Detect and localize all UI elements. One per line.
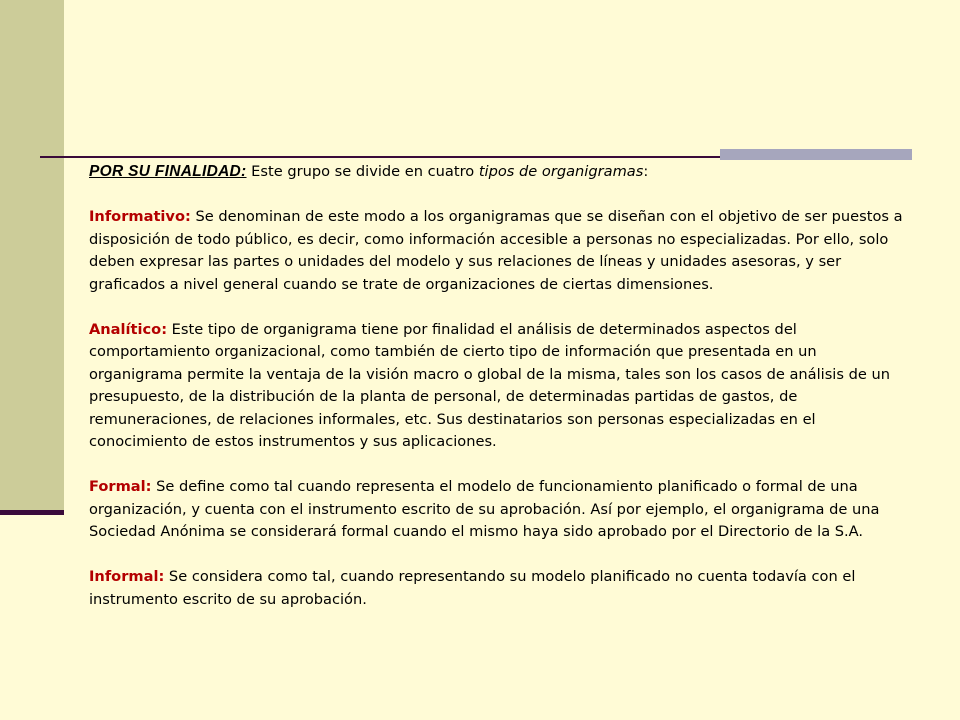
paragraph-informativo [89, 206, 909, 296]
term-informal: Informal: [89, 568, 165, 585]
paragraph-informal [89, 566, 909, 611]
paragraph-formal [89, 476, 909, 544]
term-analitico: Analítico: [89, 320, 168, 338]
text-analitico: Este tipo de organigrama tiene por finalidad el análisis de determinados aspectos del comportamiento organizacional, como también de cierto tipo de información que presentada en un organigrama permite la ventaja de la visión macro o global de la misma, tales son los casos de análisis de un presupuesto, de la distribución de la planta de personal, de determinadas partidas de gastos, de remuneraciones, de relaciones informales, etc. Sus destinatarios son personas especializadas en el conocimiento de estos instrumentos y sus aplicaciones. [89, 320, 890, 450]
slide-body [89, 161, 909, 634]
text-informativo: Se denominan de este modo a los organigramas que se diseñan con el objetivo de ser puestos a disposición de todo público, es decir, como información accesible a personas no especializadas. Por ello, solo deben expresar las partes o unidades del modelo y sus relaciones de líneas y unidades asesoras, y ser graficados a nivel general cuando se trate de organizaciones de ciertas dimensiones. [89, 208, 903, 293]
left-accent-line [0, 510, 64, 515]
term-formal: Formal: [89, 478, 152, 495]
term-informativo: Informativo: [89, 208, 191, 225]
intro-text: Este grupo se divide en cuatro [246, 163, 479, 180]
intro-paragraph [89, 161, 909, 184]
title-accent-block [720, 149, 912, 160]
text-informal: Se considera como tal, cuando representando su modelo planificado no cuenta todavía con el instrumento escrito de su aprobación. [89, 568, 856, 608]
intro-italic: tipos de organigramas [478, 163, 644, 180]
paragraph-analitico [89, 319, 909, 454]
intro-end: : [643, 163, 649, 180]
section-heading: POR SU FINALIDAD: [89, 163, 247, 180]
left-decorative-bar [0, 0, 64, 512]
text-formal: Se define como tal cuando representa el modelo de funcionamiento planificado o formal de una organización, y cuenta con el instrumento escrito de su aprobación. Así por ejemplo, el organigrama de una Sociedad Anónima se considerará formal cuando el mismo haya sido aprobado por el Directorio de la S.A. [89, 478, 880, 540]
